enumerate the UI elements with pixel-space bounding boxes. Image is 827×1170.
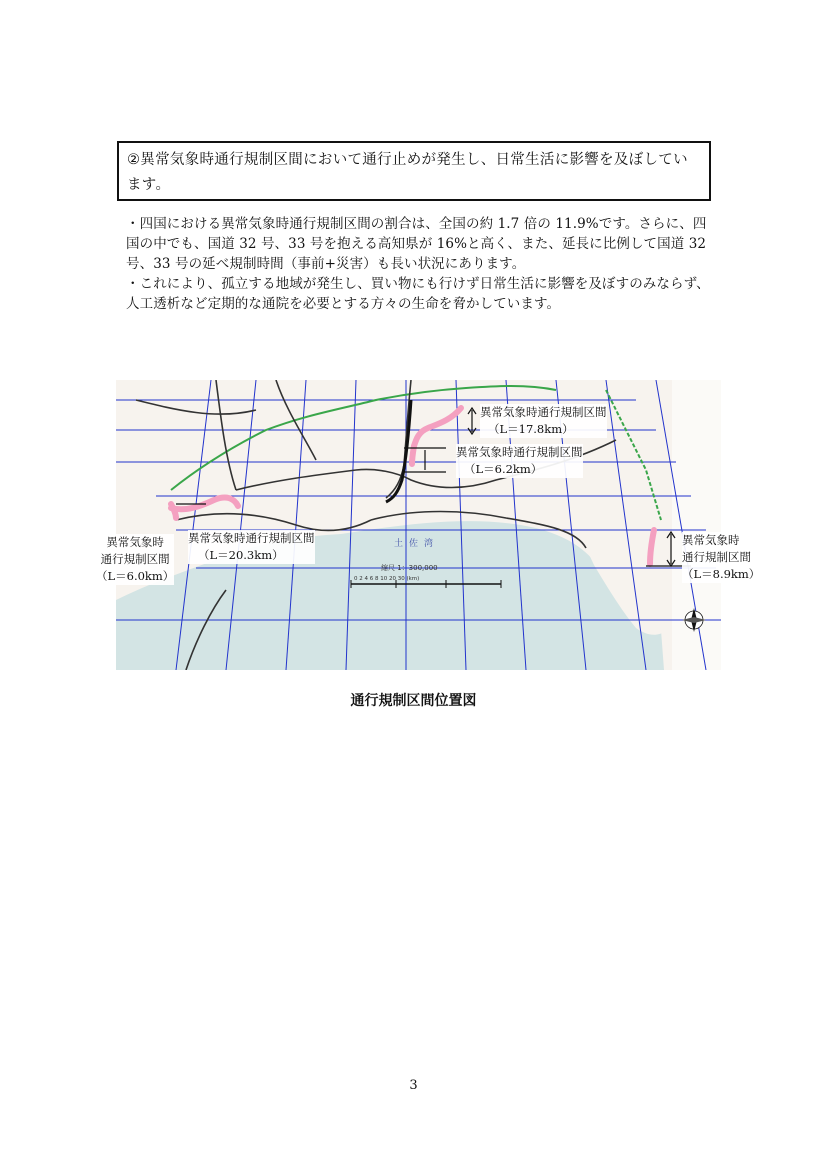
map-graphic xyxy=(116,380,721,670)
callout-8-9km xyxy=(682,532,760,583)
callout-line: 異常気象時通行規制区間 xyxy=(456,445,583,459)
bullet-item: ・四国における異常気象時通行規制区間の割合は、全国の約 1.7 倍の 11.9%です。さらに、四国の中でも、国道 32 号、33 号を抱える高知県が 16%と高く、また、延長に比例して国道 32 号、33 号の延べ規制時間（事前+災害）も長い状況にあります。 xyxy=(126,216,707,272)
callout-line: 通行規制区間 xyxy=(100,552,170,566)
callout-line: 異常気象時 xyxy=(106,535,164,549)
callout-line: 異常気象時通行規制区間 xyxy=(480,405,607,419)
callout-17-8km xyxy=(480,404,607,438)
callout-line: （L＝6.2km） xyxy=(464,462,543,476)
callout-20-3km xyxy=(188,530,315,564)
bullet-item: ・これにより、孤立する地域が発生し、買い物にも行けず日常生活に影響を及ぼすのみならず、人工透析など定期的な通院を必要とする方々の生命を脅かしています。 xyxy=(126,276,710,312)
callout-line: （L＝8.9km） xyxy=(682,567,761,581)
callout-6-0km xyxy=(96,534,174,585)
scale-ticks: 0 2 4 6 8 10 20 30 (km) xyxy=(354,576,420,582)
callout-6-2km xyxy=(456,444,583,478)
map-caption: 通行規制区間位置図 xyxy=(350,693,477,709)
restricted-6-2km xyxy=(412,446,414,464)
bay-label: 土佐湾 xyxy=(394,539,440,549)
headline-box xyxy=(117,141,711,201)
callout-line: 異常気象時通行規制区間 xyxy=(188,531,315,545)
callout-line: （L＝17.8km） xyxy=(488,422,574,436)
page-number: 3 xyxy=(409,1078,418,1093)
location-map xyxy=(96,380,761,670)
scale-label: 縮尺 1：300,000 xyxy=(381,564,438,572)
headline-text: ②異常気象時通行規制区間において通行止めが発生し、日常生活に影響を及ぼしています。 xyxy=(127,152,688,193)
callout-line: 異常気象時 xyxy=(682,533,740,547)
callout-line: （L＝20.3km） xyxy=(198,548,284,562)
callout-line: 通行規制区間 xyxy=(682,550,751,564)
callout-line: （L＝6.0km） xyxy=(96,569,175,583)
bullet-list xyxy=(126,214,716,314)
